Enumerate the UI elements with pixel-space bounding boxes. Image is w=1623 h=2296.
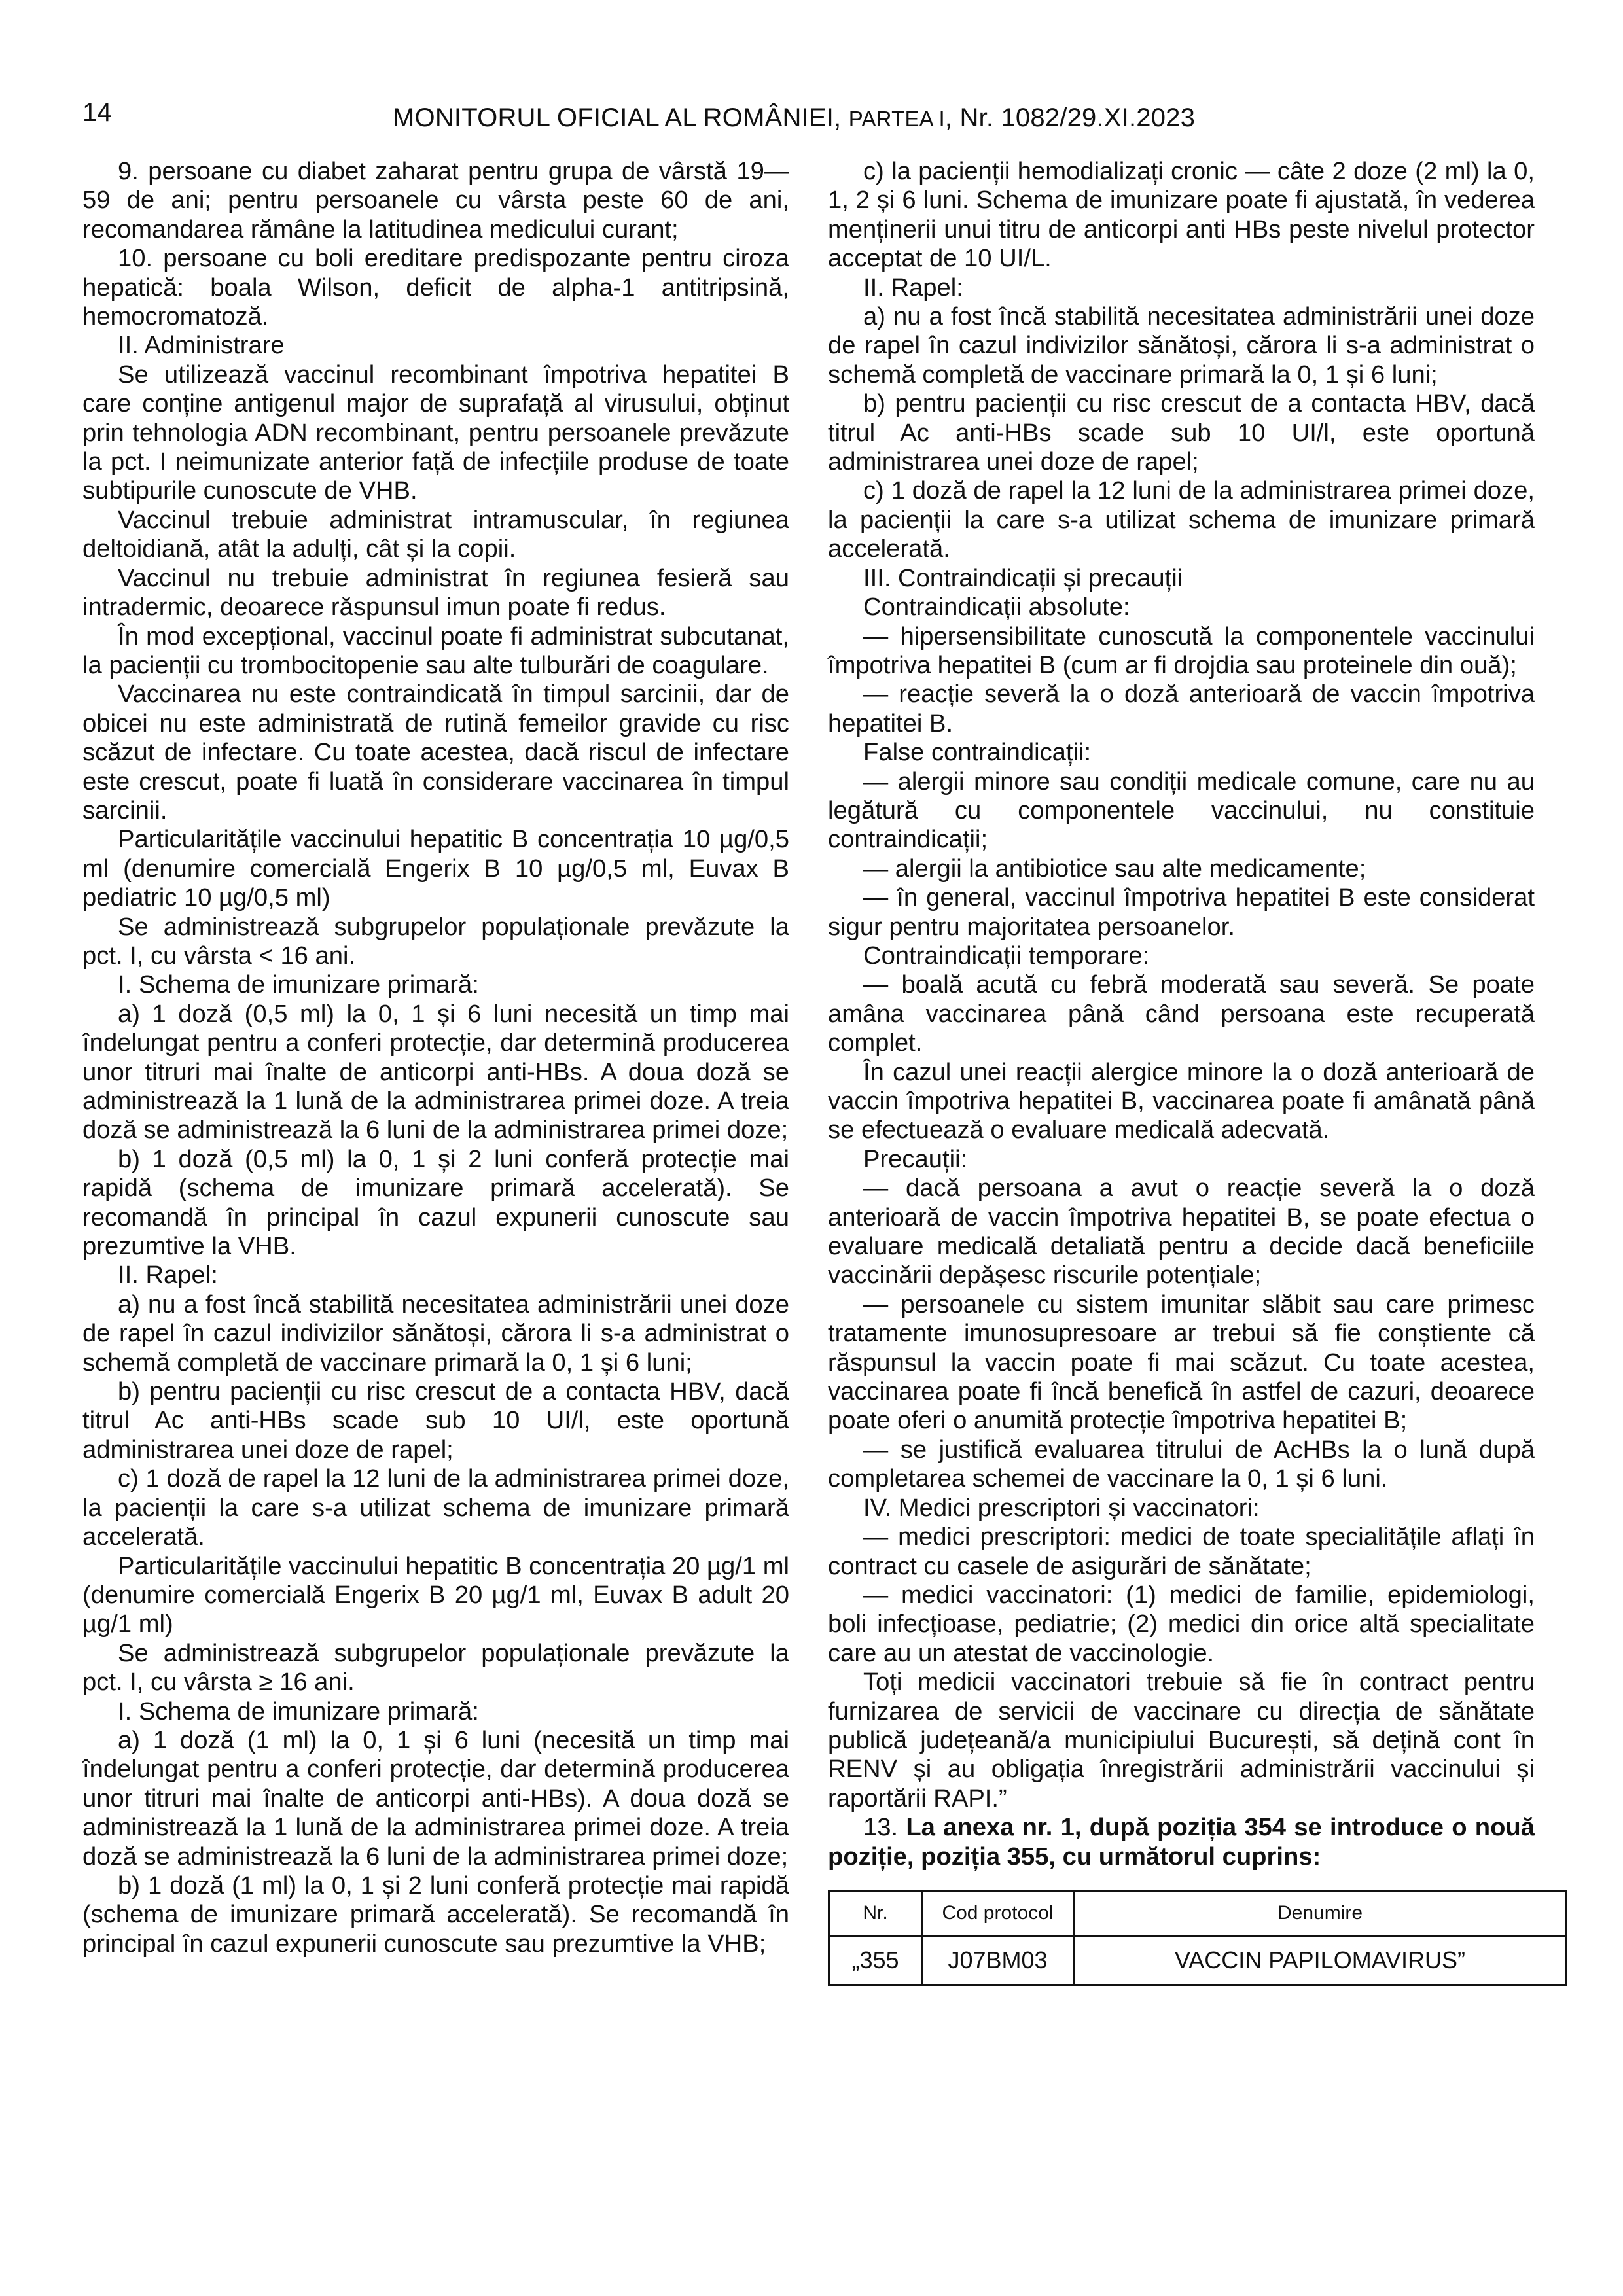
paragraph: Vaccinul nu trebuie administrat în regiunea fesieră sau intradermic, deoarece răspunsul imun poate fi redus. [82,563,789,622]
column-header-nr: Nr. [829,1890,922,1936]
list-item: — dacă persoana a avut o reacție severă la o doză anterioară de vaccin împotriva hepatitei B, se poate efectua o evaluare medicală detaliată pentru a decide dacă beneficiile vaccinării depășesc riscurile potențiale; [828,1174,1535,1290]
list-item: — boală acută cu febră moderată sau severă. Se poate amâna vaccinarea până când persoana este recuperată complet. [828,970,1535,1057]
paragraph: a) nu a fost încă stabilită necesitatea administrării unei doze de rapel în cazul indivizilor sănătoși, cărora li s-a administrat o schemă completă de vaccinare primară la 0, 1 și 6 luni; [82,1290,789,1377]
column-header-cod-protocol: Cod protocol [922,1890,1074,1936]
subheading: False contraindicații: [863,738,1092,767]
cell-cod-protocol: J07BM03 [922,1936,1074,1985]
list-item: — în general, vaccinul împotriva hepatitei B este considerat sigur pentru majoritatea persoanelor. [828,883,1535,941]
paragraph: b) pentru pacienții cu risc crescut de a contacta HBV, dacă titrul Ac anti-HBs scade sub 10 UI/l, este oportună administrarea unei doze de rapel; [828,389,1535,476]
list-item: — reacție severă la o doză anterioară de vaccin împotriva hepatitei B. [828,680,1535,737]
amendment-text: La anexa nr. 1, după poziția 354 se introduce o nouă poziție, poziția 355, cu următorul cuprins: [828,1813,1535,1871]
paragraph: Particularitățile vaccinului hepatitic B concentrația 20 µg/1 ml (denumire comercială Engerix B 20 µg/1 ml, Euvax B adult 20 µg/1 ml) [82,1551,789,1638]
paragraph: Se utilizează vaccinul recombinant împotriva hepatitei B care conține antigenul major de suprafață al virusului, obținut prin tehnologia ADN recombinant, pentru persoanele prevăzute la pct. I neimunizate anterior față de infecțiile produse de toate subtipurile cunoscute de VHB. [82,360,789,505]
paragraph: b) 1 doză (0,5 ml) la 0, 1 și 2 luni conferă protecție mai rapidă (schema de imunizare primară accelerată). Se recomandă în principal în cazul expunerii cunoscute sau prezumtive la VHB. [82,1144,789,1261]
list-item: — hipersensibilitate cunoscută la componentele vaccinului împotriva hepatitei B (cum ar fi drojdia sau proteinele din ouă); [828,622,1535,679]
list-item: — se justifică evaluarea titrului de AcHBs la o lună după completarea schemei de vaccinare la 0, 1 și 6 luni. [828,1435,1535,1493]
subheading: Contraindicații temporare: [863,941,1150,970]
section-heading: II. Rapel: [863,273,963,302]
header-title-issue: , Nr. 1082/29.XI.2023 [944,103,1196,132]
paragraph: Se administrează subgrupelor populaționale prevăzute la pct. I, cu vârsta < 16 ani. [82,912,789,970]
amendment-paragraph [828,1813,1535,1871]
paragraph: a) nu a fost încă stabilită necesitatea administrării unei doze de rapel în cazul indivizilor sănătoși, cărora li s-a administrat o schemă completă de vaccinare primară la 0, 1 și 6 luni; [828,302,1535,389]
section-heading: I. Schema de imunizare primară: [118,970,479,999]
paragraph: c) 1 doză de rapel la 12 luni de la administrarea primei doze, la pacienții la care s-a utilizat schema de imunizare primară accelerată. [82,1464,789,1551]
section-heading: I. Schema de imunizare primară: [118,1697,479,1725]
list-item: — medici vaccinatori: (1) medici de familie, epidemiologi, boli infecțioase, pediatrie; (2) medici din orice altă specialitate care au un atestat de vaccinologie. [828,1580,1535,1667]
paragraph: b) pentru pacienții cu risc crescut de a contacta HBV, dacă titrul Ac anti-HBs scade sub 10 UI/l, este oportună administrarea unei doze de rapel; [82,1377,789,1464]
paragraph: Particularitățile vaccinului hepatitic B concentrația 10 µg/0,5 ml (denumire comercială Engerix B 10 µg/0,5 ml, Euvax B pediatric 10 µg/0,5 ml) [82,825,789,912]
subheading: Precauții: [863,1144,968,1173]
paragraph: Vaccinul trebuie administrat intramuscular, în regiunea deltoidiană, atât la adulți, cât și la copii. [82,505,789,563]
section-heading: III. Contraindicații și precauții [863,563,1183,592]
header-title-part: PARTEA I [848,107,945,131]
paragraph: 10. persoane cu boli ereditare predispozante pentru ciroza hepatică: boala Wilson, deficit de alpha-1 antitripsină, hemocromatoză. [82,244,789,331]
protocol-table [828,1890,1567,1986]
column-header-denumire: Denumire [1074,1890,1567,1936]
paragraph: În cazul unei reacții alergice minore la o doză anterioară de vaccin împotriva hepatitei B, vaccinarea poate fi amânată până se efectuează o evaluare medicală adecvată. [828,1057,1535,1144]
paragraph: c) la pacienții hemodializați cronic — câte 2 doze (2 ml) la 0, 1, 2 și 6 luni. Schema de imunizare poate fi ajustată, în vederea menținerii unui titru de anticorpi anti HBs peste nivelul protector acceptat de 10 UI/L. [828,157,1535,273]
header-title-main: MONITORUL OFICIAL AL ROMÂNIEI, [393,103,849,132]
paragraph: a) 1 doză (1 ml) la 0, 1 și 6 luni (necesită un timp mai îndelungat pentru a conferi protecție, dar determină producerea unor titruri mai înalte de anticorpi anti-HBs). A doua doză se administrează la 1 lună de la administrarea primei doze. A treia doză se administrează la 6 luni de la administrarea primei doze; [82,1725,789,1871]
section-heading: IV. Medici prescriptori și vaccinatori: [863,1493,1260,1522]
paragraph: c) 1 doză de rapel la 12 luni de la administrarea primei doze, la pacienții la care s-a utilizat schema de imunizare primară accelerată. [828,476,1535,563]
subheading: Contraindicații absolute: [863,593,1130,622]
left-column [82,157,789,1958]
paragraph: Vaccinarea nu este contraindicată în timpul sarcinii, dar de obicei nu este administrată de rutină femeilor gravide cu risc scăzut de infectare. Cu toate acestea, dacă riscul de infectare este crescut, poate fi luată în considerare vaccinarea în timpul sarcinii. [82,680,789,824]
paragraph: a) 1 doză (0,5 ml) la 0, 1 și 6 luni necesită un timp mai îndelungat pentru a conferi protecție, dar determină producerea unor titruri mai înalte de anticorpi anti-HBs. A doua doză se administrează la 1 lună de la administrarea primei doze. A treia doză se administrează la 6 luni de la administrarea primei doze; [82,999,789,1144]
table-header-row [829,1890,1567,1936]
cell-nr: „355 [829,1936,922,1985]
amendment-number: 13. [863,1813,906,1842]
right-column [828,157,1535,1986]
page-header-title [393,103,1195,133]
list-item: — alergii la antibiotice sau alte medicamente; [863,854,1366,883]
list-item: — persoanele cu sistem imunitar slăbit sau care primesc tratamente imunosupresoare ar trebui să fie conștiente că răspunsul la vaccin poate fi mai scăzut. Cu toate acestea, vaccinarea poate fi încă benefică în astfel de cazuri, deoarece poate oferi o anumită protecție împotriva hepatitei B; [828,1290,1535,1435]
list-item: — alergii minore sau condiții medicale comune, care nu au legătură cu componentele vaccinului, nu constituie contraindicații; [828,767,1535,854]
paragraph: b) 1 doză (1 ml) la 0, 1 și 2 luni conferă protecție mai rapidă (schema de imunizare primară accelerată). Se recomandă în principal în cazul expunerii cunoscute sau prezumtive la VHB; [82,1871,789,1958]
paragraph: În mod excepțional, vaccinul poate fi administrat subcutanat, la pacienții cu trombocitopenie sau alte tulburări de coagulare. [82,622,789,679]
section-heading: II. Rapel: [118,1261,218,1290]
table-row [829,1936,1567,1985]
page-number: 14 [82,98,112,127]
paragraph: Toți medicii vaccinatori trebuie să fie în contract pentru furnizarea de servicii de vaccinare cu direcția de sănătate publică județeană/a municipiului București, să dețină cont în RENV și au obligația înregistrării administrării vaccinului și raportării RAPI.” [828,1668,1535,1812]
paragraph: 9. persoane cu diabet zaharat pentru grupa de vârstă 19—59 de ani; pentru persoanele cu vârsta peste 60 de ani, recomandarea rămâne la latitudinea medicului curant; [82,157,789,243]
section-heading: II. Administrare [118,331,285,360]
list-item: — medici prescriptori: medici de toate specialitățile aflați în contract cu casele de asigurări de sănătate; [828,1523,1535,1580]
paragraph: Se administrează subgrupelor populaționale prevăzute la pct. I, cu vârsta ≥ 16 ani. [82,1638,789,1697]
cell-denumire: VACCIN PAPILOMAVIRUS” [1074,1936,1567,1985]
